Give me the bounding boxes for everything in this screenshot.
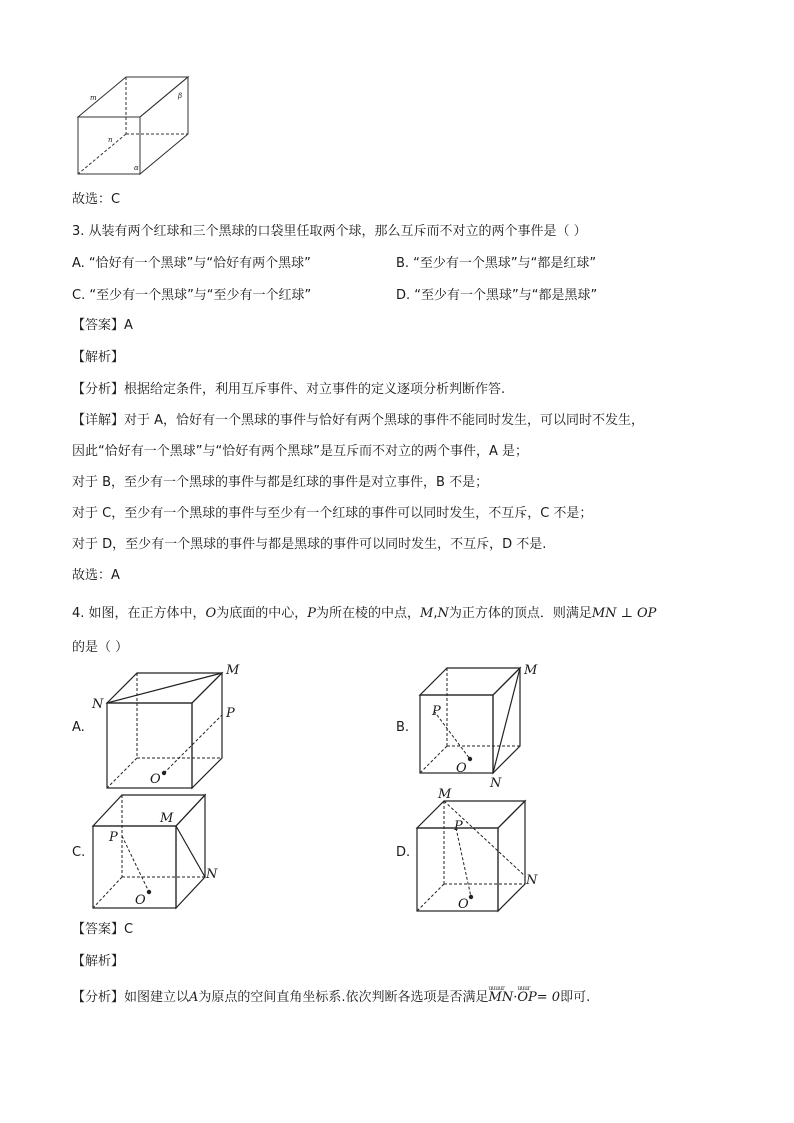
detail-3-a-cont: 因此“恰好有一个黑球”与“恰好有两个黑球”是互斥而不对立的两个事件，A 是；: [72, 444, 528, 459]
q4-P: P: [307, 606, 316, 621]
fig-d-P: P: [454, 819, 463, 834]
option-b-label: B.: [396, 720, 410, 735]
label-m: m: [90, 94, 97, 102]
q4-text-3: 为所在棱的中点，: [315, 606, 420, 621]
q4-text-2: 为底面的中心，: [216, 606, 308, 621]
option-d-label: D.: [396, 845, 411, 860]
fig-a-P: P: [226, 706, 235, 721]
option-c-label: C.: [72, 845, 86, 860]
q4-M: M: [420, 606, 434, 621]
q4-condition: MN ⊥ OP: [591, 606, 657, 621]
vector-OP: uuur OP: [517, 988, 536, 1008]
label-n: n: [108, 136, 113, 144]
fig-c-P: P: [109, 830, 118, 845]
analysis-4-text-2: 为原点的空间直角坐标系.依次判断各选项是否满足: [198, 990, 489, 1005]
fig-d-O: O: [458, 897, 469, 912]
fig-c-M: M: [160, 811, 174, 826]
option-3d: D. “至少有一个黑球”与“都是黑球”: [396, 288, 598, 303]
fig-a-M: M: [226, 663, 240, 678]
analysis-heading-3: 【解析】: [72, 350, 125, 365]
label-beta: β: [178, 92, 183, 100]
fig-c-N: N: [206, 867, 218, 882]
question-4-cont: 的是（ ）: [72, 640, 129, 655]
cube-figure-b: [410, 660, 560, 790]
detail-3-b: 对于 B，至少有一个黑球的事件与都是红球的事件是对立事件，B 不是；: [72, 475, 489, 490]
fig-a-O: O: [150, 772, 161, 787]
answer-line-3: 故选：A: [72, 568, 120, 583]
q4-comma: ,: [433, 606, 438, 621]
equals-zero: = 0: [536, 990, 561, 1005]
vector-MN: uuuur MN: [489, 988, 514, 1008]
fig-b-O: O: [456, 761, 467, 776]
cube-figure-d: [410, 784, 560, 916]
answer-heading-4: 【答案】C: [72, 922, 134, 937]
fig-b-P: P: [432, 704, 441, 719]
cube-figure-c: [88, 790, 238, 915]
analysis-heading-4: 【解析】: [72, 954, 125, 969]
detail-3-a: 【详解】对于 A，恰好有一个黑球的事件与恰好有两个黑球的事件不能同时发生，可以同时不发生，: [72, 413, 645, 428]
analysis-4-A: A: [189, 990, 199, 1005]
option-a-label: A.: [72, 720, 85, 735]
analysis-4-text-3: 即可.: [560, 990, 591, 1005]
detail-3-c: 对于 C，至少有一个黑球的事件与至少有一个红球的事件可以同时发生，不互斥，C 不是；: [72, 506, 593, 521]
question-4: [72, 604, 656, 624]
q4-O: O: [205, 606, 217, 621]
fig-b-N: N: [490, 776, 502, 791]
fig-d-N: N: [526, 873, 538, 888]
fig-a-N: N: [92, 697, 104, 712]
analysis-4: [72, 988, 590, 1008]
q4-text-1: 4. 如图，在正方体中，: [72, 606, 206, 621]
dot-operator: ·: [513, 990, 518, 1005]
option-3c: C. “至少有一个黑球”与“至少有一个红球”: [72, 288, 312, 303]
option-3a: A. “恰好有一个黑球”与“恰好有两个黑球”: [72, 256, 311, 271]
answer-heading-3: 【答案】A: [72, 318, 133, 333]
answer-line: 故选：C: [72, 192, 121, 207]
fig-b-M: M: [524, 663, 538, 678]
fig-d-M: M: [438, 787, 452, 802]
detail-3-d: 对于 D，至少有一个黑球的事件与都是黑球的事件可以同时发生，不互斥，D 不是.: [72, 537, 547, 552]
analysis-3: 【分析】根据给定条件，利用互斥事件、对立事件的定义逐项分析判断作答.: [72, 382, 506, 397]
question-3: 3. 从装有两个红球和三个黑球的口袋里任取两个球，那么互斥而不对立的两个事件是（ ）: [72, 224, 587, 239]
q4-N: N: [437, 606, 449, 621]
q4-text-4: 为正方体的顶点．则满足: [448, 606, 592, 621]
analysis-4-text-1: 【分析】如图建立以: [72, 990, 190, 1005]
planes-figure: [70, 72, 220, 182]
cube-figure-a: [90, 660, 260, 800]
option-3b: B. “至少有一个黑球”与“都是红球”: [396, 256, 597, 271]
fig-c-O: O: [135, 893, 146, 908]
label-alpha: α: [134, 164, 139, 172]
